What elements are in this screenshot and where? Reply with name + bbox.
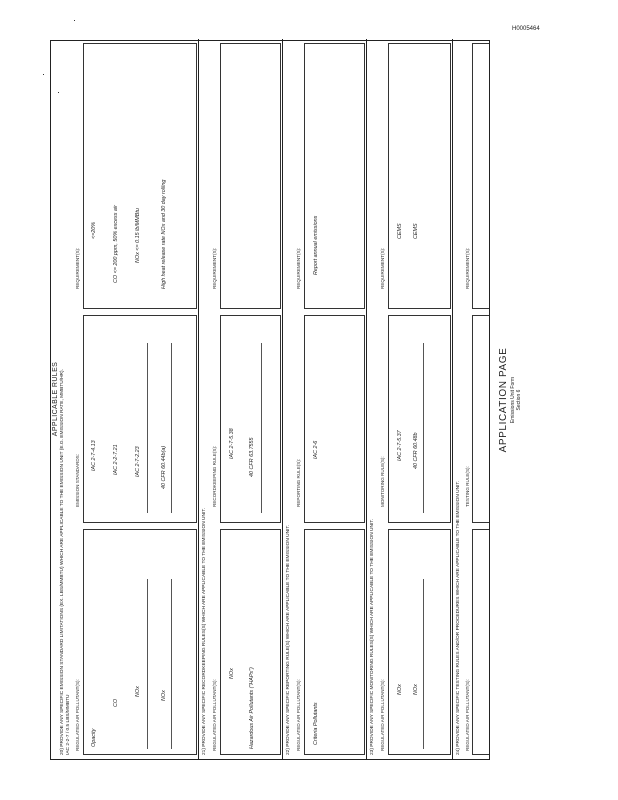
requirement-entry: CO <= 200 ppm, 50% excess air bbox=[113, 205, 119, 283]
footer-line2: Section 6 bbox=[516, 389, 522, 411]
rule-entry: IAC 2-7-5.38 bbox=[229, 428, 235, 459]
pollutant-entry: Hazardous Air Pollutants ("HAPs") bbox=[249, 667, 255, 749]
entry-underline bbox=[147, 343, 148, 513]
pollutant-entry: NOx bbox=[135, 686, 141, 697]
section-statement: 24) PROVIDE ANY SPECIFIC TESTING RULES AND/OR PROCEDURES WHICH ARE APPLICABLE TO THE EMISSION UNIT. bbox=[456, 480, 461, 755]
col-header-requirements: REQUIREMENT(S): bbox=[212, 247, 217, 289]
col-header-requirements: REQUIREMENT(S): bbox=[380, 247, 385, 289]
pollutant-cell bbox=[472, 529, 489, 755]
pollutant-entry: NOx bbox=[161, 690, 167, 701]
section-title: APPLICABLE RULES bbox=[52, 361, 59, 437]
requirements-cell bbox=[472, 43, 489, 309]
col-header-pollutant: REGULATED AIR POLLUTANT(S): bbox=[296, 679, 301, 751]
col-header-rules: REPORTING RULE(S): bbox=[296, 458, 301, 507]
applicable-rules-frame bbox=[50, 40, 490, 760]
scan-speck bbox=[43, 74, 44, 75]
requirement-entry: CEMS bbox=[413, 223, 419, 239]
col-header-pollutant: REGULATED AIR POLLUTANT(S): bbox=[465, 679, 470, 751]
section-emission-standards bbox=[51, 39, 199, 759]
pollutant-cell bbox=[83, 529, 197, 755]
document-id: H0005464 bbox=[512, 26, 540, 32]
entry-underline bbox=[423, 579, 424, 749]
rules-cell bbox=[304, 315, 365, 523]
rotated-form-sheet bbox=[50, 40, 550, 760]
pollutant-entry: Opacity bbox=[91, 728, 97, 747]
rule-entry: 40 CFR 63.7555 bbox=[249, 437, 255, 477]
rule-entry: IAC 2-6 bbox=[313, 440, 319, 459]
rules-cell bbox=[388, 315, 451, 523]
rule-entry: 40 CFR 60.48b bbox=[413, 432, 419, 469]
rules-cell bbox=[220, 315, 281, 523]
scan-speck bbox=[74, 20, 75, 21]
col-header-standards: EMISSION STANDARDS: bbox=[75, 453, 80, 507]
pollutant-entry: CO bbox=[113, 698, 119, 707]
col-header-rules: TESTING RULE(S): bbox=[465, 466, 470, 507]
col-header-rules: RECORDKEEPING RULE(S): bbox=[212, 445, 217, 507]
requirement-entry: CEMS bbox=[397, 223, 403, 239]
section-statement: 22) PROVIDE ANY SPECIFIC REPORTING RULE(S) WHICH ARE APPLICABLE TO THE EMISSION UNIT. bbox=[286, 524, 291, 755]
pollutant-entry: Criteria Pollutants bbox=[313, 702, 319, 745]
col-header-requirements: REQUIREMENT(S): bbox=[75, 247, 80, 289]
section-statement: 23) PROVIDE ANY SPECIFIC MONITORING RULES(S) WHICH ARE APPLICABLE TO THE EMISSION UNIT. bbox=[370, 519, 375, 755]
requirements-cell bbox=[388, 43, 451, 309]
pollutant-entry: NOx bbox=[397, 684, 403, 695]
pollutant-entry: NOx bbox=[229, 668, 235, 679]
col-header-pollutant: REGULATED AIR POLLUTANT(S): bbox=[75, 679, 80, 751]
form-rotor bbox=[50, 40, 550, 760]
pollutant-entry: NOx bbox=[413, 684, 419, 695]
col-header-pollutant: REGULATED AIR POLLUTANT(S): bbox=[380, 679, 385, 751]
requirements-cell bbox=[83, 43, 197, 309]
section-recordkeeping bbox=[199, 39, 283, 759]
entry-underline bbox=[261, 343, 262, 513]
standard-entry: IAC 2-2-7.21 bbox=[113, 444, 119, 475]
footer-line1: Emissions Unit Form bbox=[510, 376, 516, 424]
requirement-entry: Report annual emissions bbox=[313, 215, 319, 275]
section-sub-statement: IAC 2-2-7 / 0.5 LBS/MMBTU bbox=[66, 694, 71, 755]
entry-underline bbox=[423, 343, 424, 513]
standard-entry: IAC 2-7-4.13 bbox=[91, 440, 97, 471]
standard-entry: IAC 2-7-2.23 bbox=[135, 446, 141, 477]
col-header-pollutant: REGULATED AIR POLLUTANT(S): bbox=[212, 679, 217, 751]
entry-underline bbox=[147, 579, 148, 749]
col-header-requirements: REQUIREMENT(S): bbox=[296, 247, 301, 289]
rules-cell bbox=[472, 315, 489, 523]
pollutant-cell bbox=[388, 529, 451, 755]
section-statement: 20) PROVIDE ANY SPECIFIC EMISSION STANDARD LIMITATIONS (EX. LBS/MMBTU) WHICH ARE APPLICABLE TO THE EMISSION UNIT (E.G. EMISSION RATE, MMBTU/HR). bbox=[60, 369, 65, 755]
requirement-entry: High heat release rate NOx and 30 day rolling bbox=[161, 179, 167, 289]
requirement-entry: NOx <= 0.15 lb/MMBtu bbox=[135, 208, 141, 263]
requirements-cell bbox=[220, 43, 281, 309]
entry-underline bbox=[171, 579, 172, 749]
section-reporting bbox=[283, 39, 367, 759]
application-page-footer bbox=[498, 40, 522, 760]
col-header-rules: MONITORING RULE(S): bbox=[380, 456, 385, 507]
standard-entry: 40 CFR 60.44b(a) bbox=[161, 445, 167, 489]
section-testing bbox=[453, 39, 491, 759]
rule-entry: IAC 2-7-5.37 bbox=[397, 430, 403, 461]
requirement-entry: <=20% bbox=[91, 221, 97, 239]
standards-cell bbox=[83, 315, 197, 523]
footer-title: APPLICATION PAGE bbox=[498, 347, 509, 453]
col-header-requirements: REQUIREMENT(S): bbox=[465, 247, 470, 289]
section-statement: 21) PROVIDE ANY SPECIFIC RECORDKEEPING RULES(S) WHICH ARE APPLICABLE TO THE EMISSION UNIT. bbox=[202, 507, 207, 755]
section-monitoring bbox=[367, 39, 453, 759]
entry-underline bbox=[171, 343, 172, 513]
